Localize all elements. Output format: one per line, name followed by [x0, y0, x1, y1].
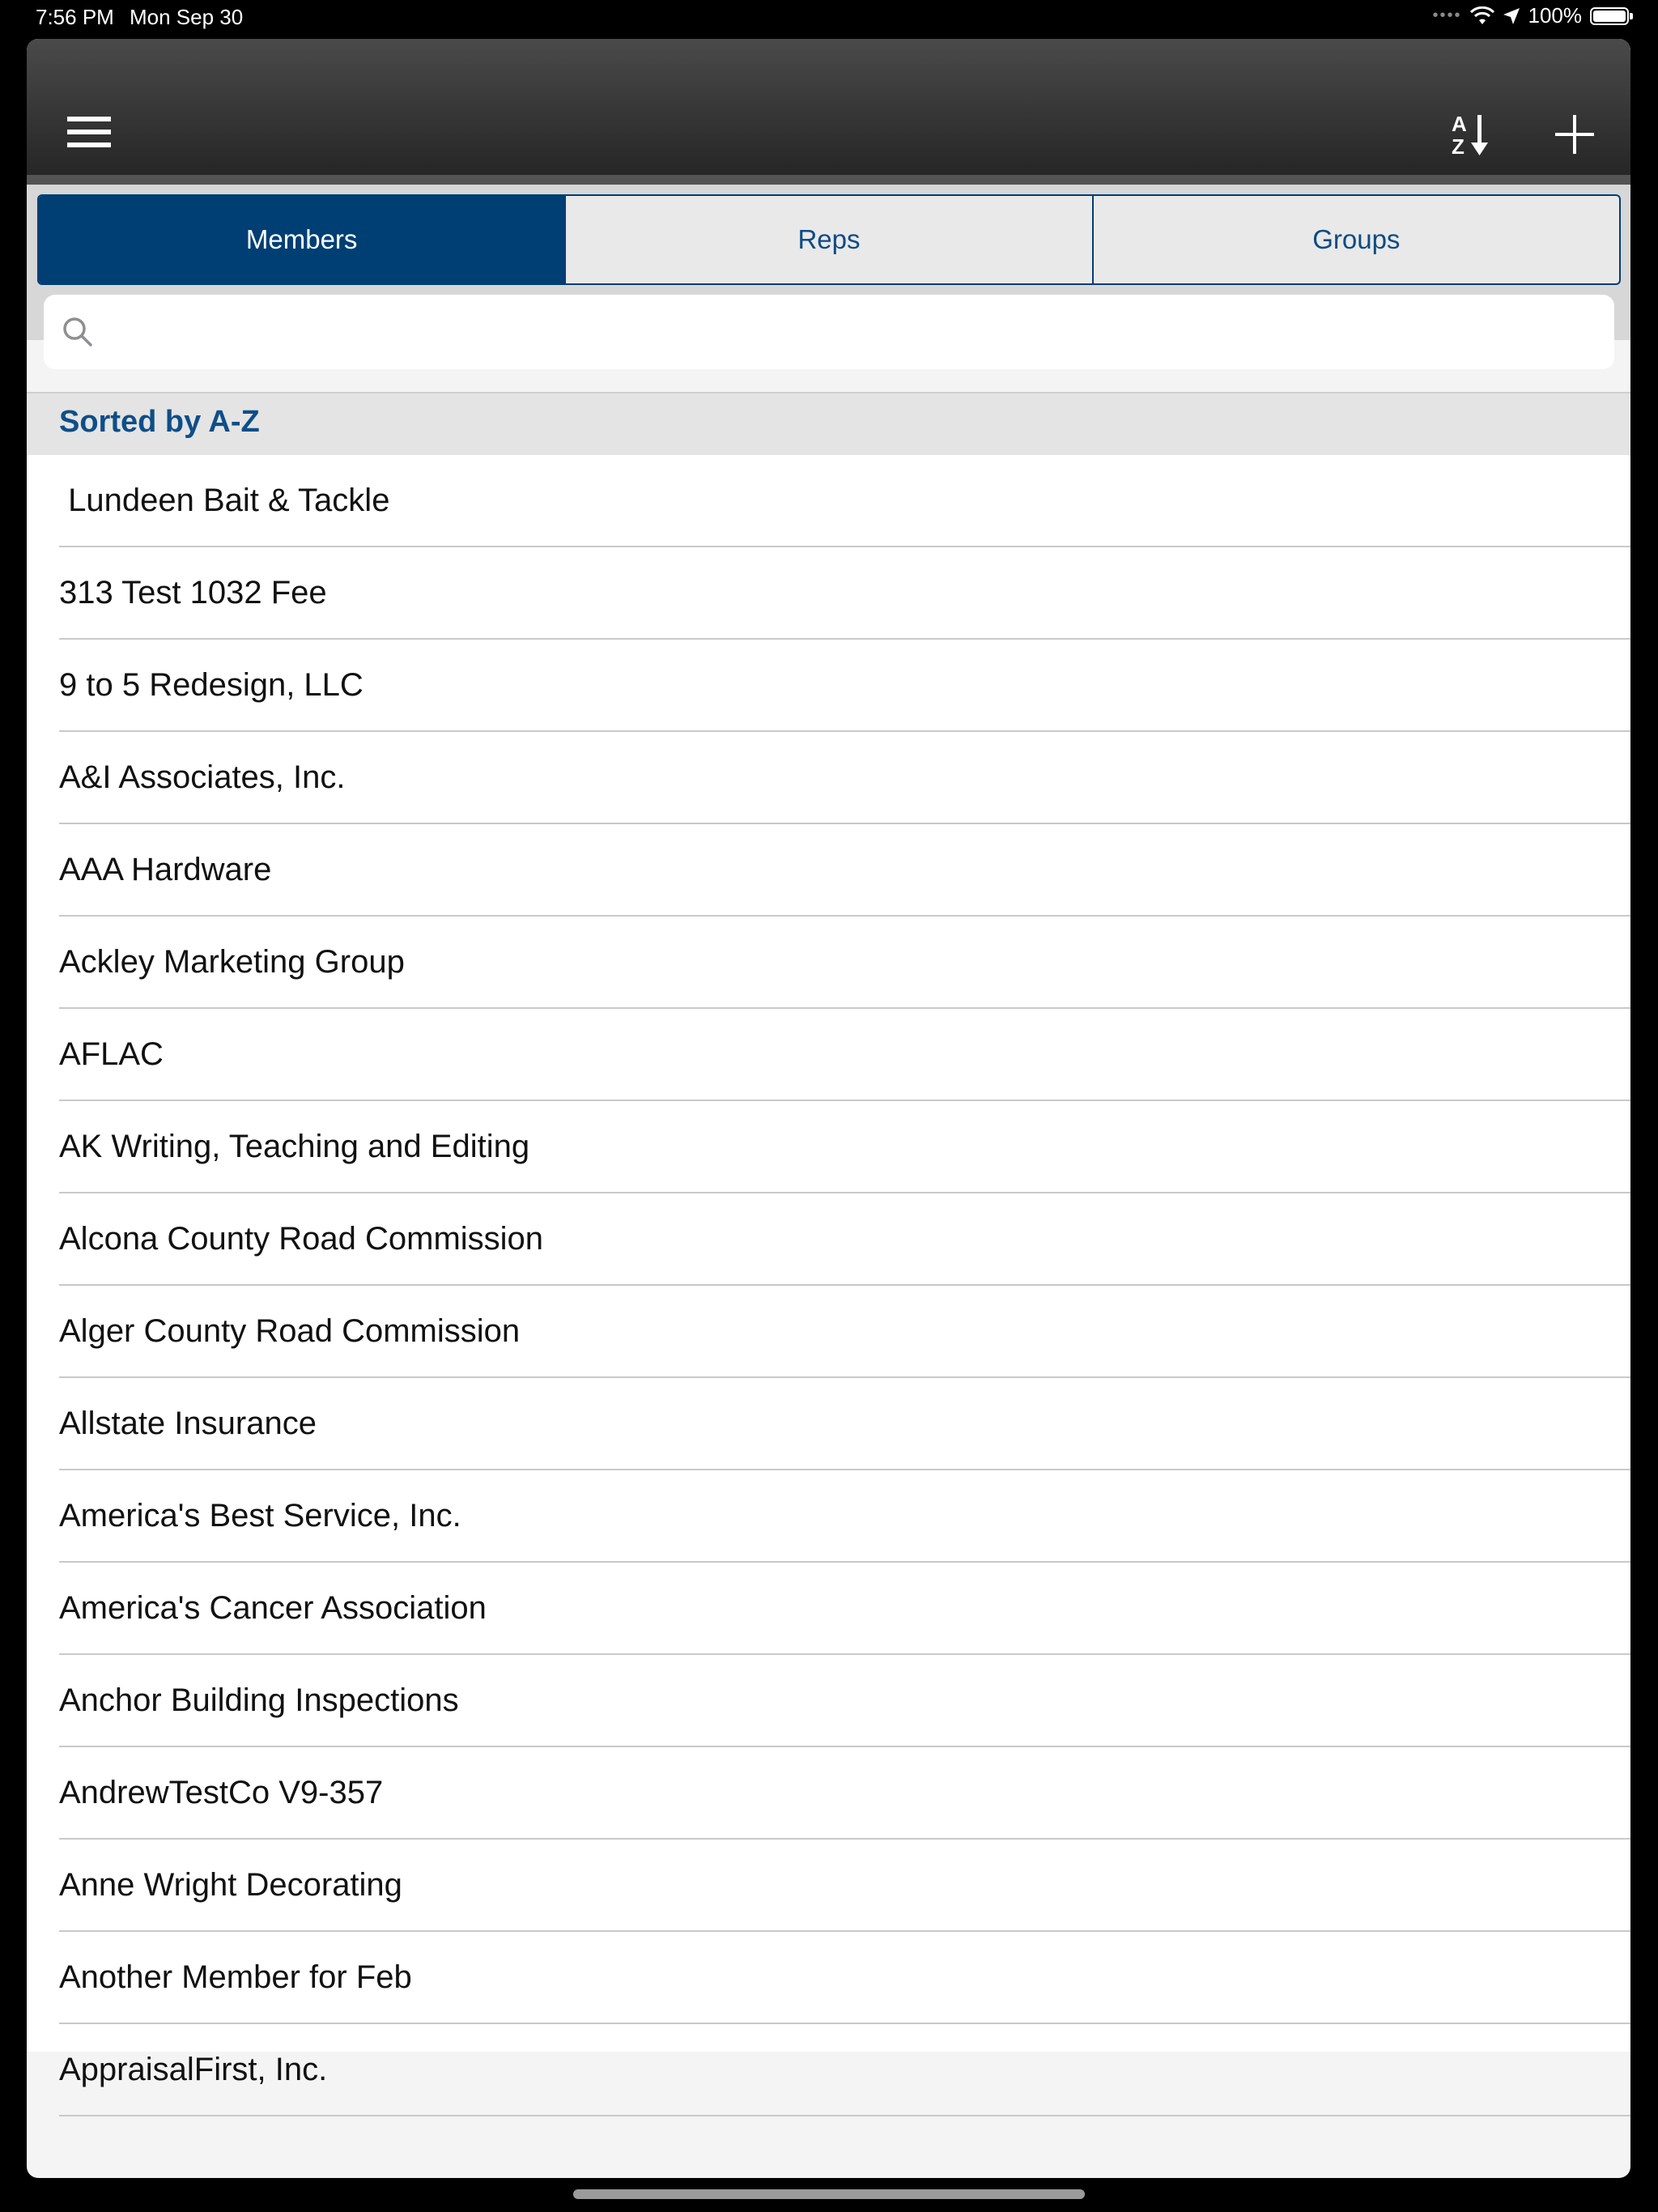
list-item-label: AAA Hardware [59, 851, 272, 887]
battery-icon [1590, 7, 1629, 25]
list-item[interactable] [59, 1193, 1630, 1286]
list-item[interactable] [59, 1932, 1630, 2024]
app-window [27, 39, 1630, 2178]
section-header-label: Sorted by A-Z [59, 405, 260, 439]
hamburger-menu-icon[interactable] [67, 115, 111, 149]
list-item[interactable] [59, 1840, 1630, 1932]
list-item-label: A&I Associates, Inc. [59, 759, 346, 795]
search-input[interactable] [44, 295, 1614, 369]
status-right [1432, 3, 1629, 28]
list-item-label: Anchor Building Inspections [59, 1682, 459, 1718]
tab-reps[interactable] [564, 196, 1091, 283]
location-arrow-icon [1503, 7, 1520, 25]
list-item-label: Allstate Insurance [59, 1405, 317, 1441]
list-item[interactable] [59, 1470, 1630, 1563]
list-item-label: Alcona County Road Commission [59, 1220, 544, 1257]
list-item[interactable] [59, 547, 1630, 640]
toolbar [27, 39, 1630, 185]
list-item[interactable] [59, 1286, 1630, 1378]
search-icon [58, 313, 97, 351]
list-item-label: America's Cancer Association [59, 1589, 487, 1626]
list-item[interactable] [59, 640, 1630, 732]
plus-icon[interactable] [1550, 110, 1599, 159]
home-indicator[interactable] [573, 2189, 1085, 2199]
tab-members-label: Members [245, 224, 358, 254]
list-item-label: AppraisalFirst, Inc. [59, 2051, 328, 2087]
status-bar [0, 0, 1658, 37]
sort-az-icon[interactable] [1448, 112, 1490, 157]
list-item-label: America's Best Service, Inc. [59, 1497, 461, 1534]
tab-groups[interactable] [1092, 196, 1619, 283]
list-item[interactable] [59, 455, 1630, 547]
members-list [27, 455, 1630, 2087]
list-item[interactable] [59, 732, 1630, 824]
status-date: Mon Sep 30 [130, 5, 244, 29]
svg-text:A: A [1452, 112, 1467, 136]
list-item-label: Alger County Road Commission [59, 1312, 521, 1349]
list-item-label: AFLAC [59, 1036, 164, 1072]
list-item[interactable] [59, 824, 1630, 917]
wifi-icon [1470, 6, 1494, 26]
tab-groups-label: Groups [1312, 224, 1401, 254]
signal-dots-icon: •••• [1432, 6, 1462, 24]
battery-percent: 100% [1528, 3, 1582, 28]
status-time: 7:56 PM [36, 5, 114, 29]
tab-reps-label: Reps [797, 224, 861, 254]
list-item-label: 9 to 5 Redesign, LLC [59, 666, 363, 703]
svg-text:Z: Z [1452, 134, 1465, 157]
list-item[interactable] [59, 1747, 1630, 1840]
list-item[interactable] [59, 1101, 1630, 1193]
list-item-label: AndrewTestCo V9-357 [59, 1774, 384, 1810]
list-item-label: Ackley Marketing Group [59, 943, 405, 980]
list-item-label: Anne Wright Decorating [59, 1866, 402, 1903]
list-item[interactable] [59, 1009, 1630, 1101]
list-item-label: Lundeen Bait & Tackle [59, 482, 390, 518]
tab-bar-area [27, 185, 1630, 340]
section-header [27, 392, 1630, 455]
list-item[interactable] [59, 2024, 1630, 2116]
list-item-label: Another Member for Feb [59, 1959, 412, 1995]
list-item[interactable] [59, 1655, 1630, 1747]
list-item[interactable] [59, 1563, 1630, 1655]
segmented-control [37, 194, 1621, 285]
list-item[interactable] [59, 1378, 1630, 1470]
list-item-label: AK Writing, Teaching and Editing [59, 1128, 530, 1164]
list-item[interactable] [59, 917, 1630, 1009]
tab-members[interactable] [39, 196, 564, 283]
list-item-label: 313 Test 1032 Fee [59, 574, 327, 610]
